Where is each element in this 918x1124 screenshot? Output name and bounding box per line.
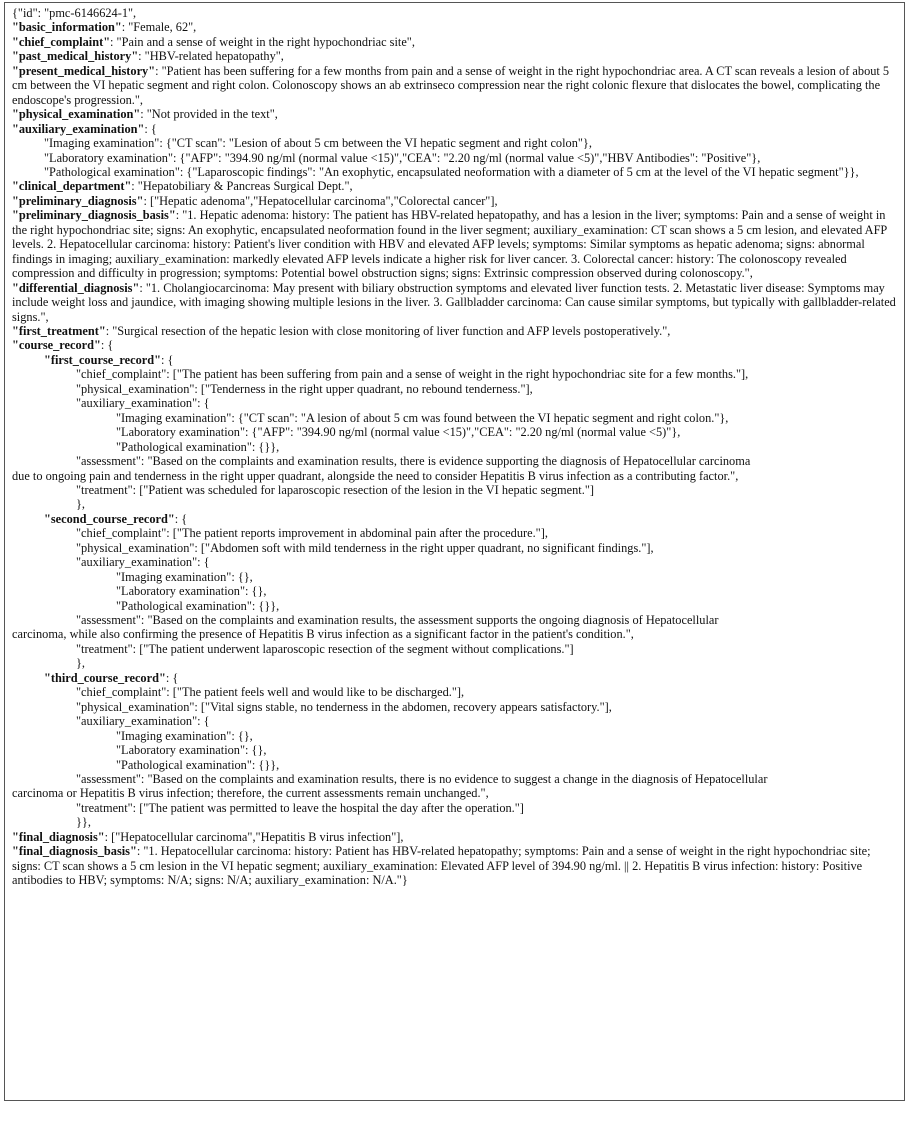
first-course-record-key: "first_course_record" [44,352,161,367]
first-course-physical-examination: "physical_examination": ["Tenderness in the right upper quadrant, no rebound tenderness."], [76,381,533,396]
second-course-treatment: "treatment": ["The patient underwent laparoscopic resection of the segment without complications."] [76,641,574,656]
third-course-imaging-examination: "Imaging examination": {}, [116,728,253,743]
second-course-record-open: : { [174,511,188,526]
third-course-laboratory-examination: "Laboratory examination": {}, [116,743,267,758]
first-course-assessment: "assessment": "Based on the complaints and examination results, there is evidence supporting the diagnosis of Hepatocellular carcinoma [76,454,751,469]
third-course-pathological-examination: "Pathological examination": {}}, [116,757,280,772]
third-course-assessment: "assessment": "Based on the complaints and examination results, there is no evidence to suggest a change in the diagnosis of Hepatocellular [76,772,768,787]
first-course-imaging-examination: "Imaging examination": {"CT scan": "A lesion of about 5 cm was found between the VI hepatic segment and right colon."}, [116,410,729,425]
past-medical-history-key: "past_medical_history" [12,49,139,64]
first-course-assessment-continued: due to ongoing pain and tenderness in the right upper quadrant, alongside the need to consider Hepatitis B virus infection as a contributing factor.", [12,468,739,483]
course-record-open: : { [100,338,114,353]
past-medical-history-value: : "HBV-related hepatopathy", [138,49,284,64]
third-course-physical-examination: "physical_examination": ["Vital signs stable, no tenderness in the abdomen, recovery appears satisfactory."], [76,699,612,714]
third-course-auxiliary-examination: "auxiliary_examination": { [76,714,210,729]
second-course-imaging-examination: "Imaging examination": {}, [116,569,253,584]
record-id-line: {"id": "pmc-6146624-1", [12,6,137,20]
auxiliary-examination-line [12,122,898,136]
past-medical-history-line [12,49,898,63]
second-course-record-line [12,512,898,526]
aux-imaging-examination: "Imaging examination": {"CT scan": "Lesion of about 5 cm between the VI hepatic segment and right colon"}, [44,136,592,151]
basic-information-line [12,20,898,34]
first-treatment-value: : "Surgical resection of the hepatic lesion with close monitoring of liver function and AFP levels postoperatively.", [105,323,671,338]
first-course-laboratory-examination: "Laboratory examination": {"AFP": "394.90 ng/ml (normal value <15)","CEA": "2.20 ng/ml (normal value <5)"}, [116,425,681,440]
preliminary-diagnosis-basis-value: : "1. Hepatic adenoma: history: The patient has HBV-related hepatopathy, and has a lesion in the liver; symptoms: Pain and a sense of weight in the right hypochondriac site; signs: An exophytic, encapsulated neoformation found in the liver segment; auxiliary_examination: CT scan shows a 5 cm lesion, and elevated AFP levels. 2. Hepatocellular carcinoma: history: Patient's liver condition with HBV and elevated AFP levels; symptoms: Similar symptoms as hepatic adenoma; signs: abnormal findings in imaging; auxiliary_examination: markedly elevated AFP levels indicate a higher risk for liver cancer. 3. Colorectal cancer: history: The colonoscopy revealed compression and difficulty in progression; symptoms: Potential bowel obstruction signs; signs: Extrinsic compression observed during colonoscopy.", [12,208,887,281]
final-diagnosis-line [12,830,898,844]
present-medical-history-key: "present_medical_history" [12,63,156,78]
third-course-treatment: "treatment": ["The patient was permitted to leave the hospital the day after the operation."] [76,800,524,815]
first-course-pathological-examination: "Pathological examination": {}}, [116,439,280,454]
final-diagnosis-basis-key: "final_diagnosis_basis" [12,844,137,859]
preliminary-diagnosis-key: "preliminary_diagnosis" [12,193,144,208]
present-medical-history-value: : "Patient has been suffering for a few months from pain and a sense of weight in the right hypochondriac area. A CT scan reveals a lesion of about 5 cm between the VI hepatic segment and right colon. Colonoscopy shows an ab extrinseco compression near the right colonic flexure that dislocates the bowel, complicating the endoscope's progression.", [12,63,890,107]
aux-pathological-examination: "Pathological examination": {"Laparoscopic findings": "An exophytic, encapsulated neoformation with a diameter of 5 cm at the level of the VI hepatic segment"}}, [44,164,859,179]
final-diagnosis-basis-value: : "1. Hepatocellular carcinoma: history: Patient has HBV-related hepatopathy; symptoms: Pain and a sense of weight in the right hypochondriac site; signs: CT scan shows a 5 cm lesion in the VI hepatic segment; auxiliary_examination: Elevated AFP level of 394.90 ng/ml. || 2. Hepatitis B virus infection: history: Positive antibodies to HBV; symptoms: N/A; signs: N/A; auxiliary_examination: N/A."} [12,844,871,888]
final-diagnosis-basis-line [12,844,898,887]
second-course-laboratory-examination: "Laboratory examination": {}, [116,584,267,599]
third-course-record-key: "third_course_record" [44,670,166,685]
physical-examination-value: : "Not provided in the text", [140,107,278,122]
course-record-key: "course_record" [12,338,101,353]
basic-information-value: : "Female, 62", [121,20,197,35]
first-course-record-line [12,353,898,367]
first-course-auxiliary-examination: "auxiliary_examination": { [76,396,210,411]
second-course-auxiliary-examination: "auxiliary_examination": { [76,555,210,570]
course-record-line [12,338,898,352]
preliminary-diagnosis-line [12,194,898,208]
second-course-record-key: "second_course_record" [44,511,175,526]
clinical-department-key: "clinical_department" [12,179,132,194]
first-course-close: }, [76,497,86,512]
medical-record-document [4,2,905,1101]
physical-examination-key: "physical_examination" [12,107,141,122]
third-course-record-open: : { [165,670,179,685]
preliminary-diagnosis-basis-key: "preliminary_diagnosis_basis" [12,208,176,223]
chief-complaint-value: : "Pain and a sense of weight in the right hypochondriac site", [110,34,415,49]
second-course-pathological-examination: "Pathological examination": {}}, [116,598,280,613]
auxiliary-examination-key: "auxiliary_examination" [12,121,145,136]
third-course-close: }}, [76,815,91,830]
physical-examination-line [12,107,898,121]
clinical-department-value: : "Hepatobiliary & Pancreas Surgical Dept.", [131,179,353,194]
present-medical-history-line [12,64,898,107]
auxiliary-examination-open: : { [144,121,157,136]
second-course-chief-complaint: "chief_complaint": ["The patient reports improvement in abdominal pain after the procedure."], [76,526,548,541]
first-treatment-line [12,324,898,338]
third-course-chief-complaint: "chief_complaint": ["The patient feels well and would like to be discharged."], [76,685,465,700]
differential-diagnosis-value: : "1. Cholangiocarcinoma: May present with biliary obstruction symptoms and elevated liver function tests. 2. Metastatic liver disease: Symptoms may include weight loss and jaundice, with imaging showing multiple lesions in the liver. 3. Gallbladder carcinoma: Can cause similar symptoms, but typically with gallbladder-related signs.", [12,280,896,324]
differential-diagnosis-key: "differential_diagnosis" [12,280,140,295]
final-diagnosis-key: "final_diagnosis" [12,829,105,844]
differential-diagnosis-line [12,281,898,324]
second-course-close: }, [76,656,86,671]
basic-information-key: "basic_information" [12,20,122,35]
second-course-assessment-continued: carcinoma, while also confirming the presence of Hepatitis B virus infection as a significant factor in the patient's condition.", [12,627,634,642]
chief-complaint-key: "chief_complaint" [12,34,111,49]
third-course-assessment-continued: carcinoma or Hepatitis B virus infection; therefore, the current assessments remain unchanged.", [12,786,489,801]
second-course-assessment: "assessment": "Based on the complaints and examination results, the assessment supports the ongoing diagnosis of Hepatocellular [76,613,719,628]
third-course-record-line [12,671,898,685]
clinical-department-line [12,179,898,193]
chief-complaint-line [12,35,898,49]
second-course-physical-examination: "physical_examination": ["Abdomen soft with mild tenderness in the right upper quadrant, no significant findings."], [76,540,654,555]
final-diagnosis-value: : ["Hepatocellular carcinoma","Hepatitis B virus infection"], [104,829,404,844]
first-treatment-key: "first_treatment" [12,323,106,338]
first-course-chief-complaint: "chief_complaint": ["The patient has been suffering from pain and a sense of weight in the right hypochondriac site for a few months."], [76,367,749,382]
preliminary-diagnosis-basis-line [12,208,898,280]
aux-laboratory-examination: "Laboratory examination": {"AFP": "394.90 ng/ml (normal value <15)","CEA": "2.20 ng/ml (normal value <5)","HBV Antibodies": "Positive"}, [44,150,761,165]
first-course-treatment: "treatment": ["Patient was scheduled for laparoscopic resection of the lesion in the VI hepatic segment."] [76,482,594,497]
first-course-record-open: : { [161,352,174,367]
preliminary-diagnosis-value: : ["Hepatic adenoma","Hepatocellular carcinoma","Colorectal cancer"], [143,193,498,208]
